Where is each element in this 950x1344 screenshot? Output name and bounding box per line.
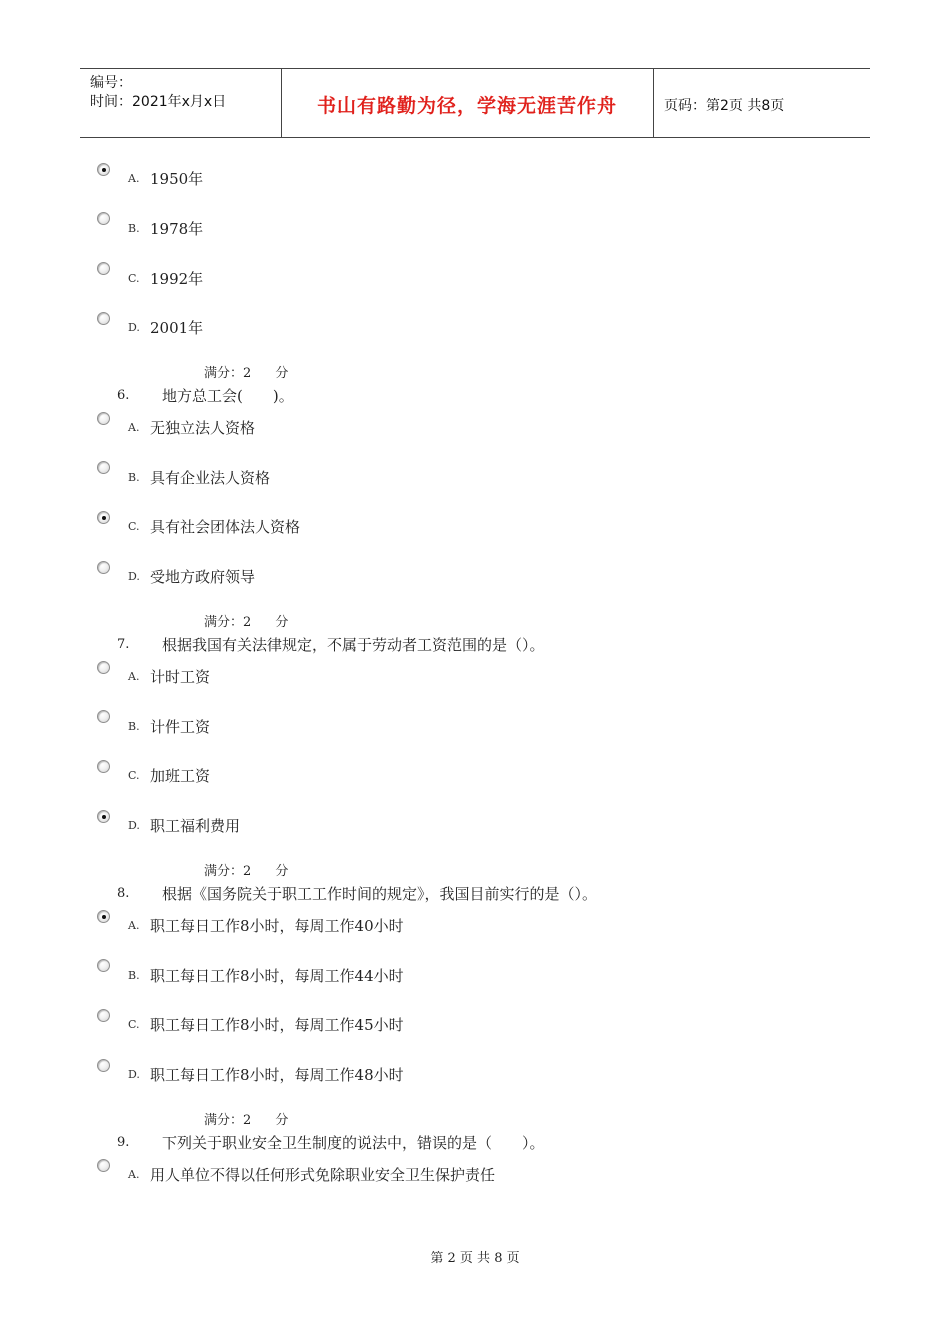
option-letter: B. bbox=[128, 471, 140, 484]
header-page-cell bbox=[654, 69, 870, 137]
question-number: 7. bbox=[117, 637, 130, 652]
radio-button[interactable] bbox=[97, 710, 110, 723]
score-line bbox=[204, 1109, 288, 1128]
option-text: 职工每日工作8小时，每周工作48小时 bbox=[150, 1066, 404, 1084]
option-letter: A. bbox=[128, 1168, 140, 1181]
option-letter: C. bbox=[128, 769, 140, 782]
radio-button[interactable] bbox=[97, 810, 110, 823]
radio-button[interactable] bbox=[97, 461, 110, 474]
header-motto-cell bbox=[281, 69, 654, 137]
score-unit: 分 bbox=[275, 864, 289, 879]
radio-button[interactable] bbox=[97, 959, 110, 972]
option-letter: D. bbox=[128, 1068, 140, 1081]
option-letter: D. bbox=[128, 819, 140, 832]
radio-button[interactable] bbox=[97, 561, 110, 574]
radio-button[interactable] bbox=[97, 1059, 110, 1072]
option-text: 计件工资 bbox=[150, 718, 211, 736]
option-letter: A. bbox=[128, 172, 140, 185]
question-number: 8. bbox=[117, 886, 130, 901]
header-page-number: 页码：第2页 共8页 bbox=[664, 98, 785, 114]
option-text: 2001年 bbox=[150, 319, 204, 337]
header-left-cell bbox=[80, 69, 282, 137]
code-label: 编号： bbox=[90, 75, 132, 91]
option-text: 具有社会团体法人资格 bbox=[150, 518, 301, 536]
score-label: 满分：2 bbox=[204, 1113, 252, 1128]
option-text: 计时工资 bbox=[150, 668, 211, 686]
option-text: 受地方政府领导 bbox=[150, 568, 256, 586]
option-letter: A. bbox=[128, 919, 140, 932]
header-motto: 书山有路勤为径，学海无涯苦作舟 bbox=[316, 95, 617, 117]
option-letter: B. bbox=[128, 222, 140, 235]
score-label: 满分：2 bbox=[204, 864, 252, 879]
score-line bbox=[204, 611, 288, 630]
option-letter: D. bbox=[128, 570, 140, 583]
score-label: 满分：2 bbox=[204, 366, 252, 381]
radio-button[interactable] bbox=[97, 262, 110, 275]
option-text: 具有企业法人资格 bbox=[150, 469, 271, 487]
option-letter: D. bbox=[128, 321, 140, 334]
option-text: 职工福利费用 bbox=[150, 817, 241, 835]
option-text: 职工每日工作8小时，每周工作40小时 bbox=[150, 917, 404, 935]
radio-button[interactable] bbox=[97, 212, 110, 225]
option-letter: A. bbox=[128, 670, 140, 683]
option-text: 无独立法人资格 bbox=[150, 419, 256, 437]
radio-button[interactable] bbox=[97, 1009, 110, 1022]
option-letter: A. bbox=[128, 421, 140, 434]
option-text: 用人单位不得以任何形式免除职业安全卫生保护责任 bbox=[150, 1166, 496, 1184]
option-text: 职工每日工作8小时，每周工作44小时 bbox=[150, 967, 404, 985]
radio-button[interactable] bbox=[97, 412, 110, 425]
question-text: 地方总工会( )。 bbox=[162, 387, 294, 405]
score-line bbox=[204, 860, 288, 879]
radio-button[interactable] bbox=[97, 760, 110, 773]
page-footer: 第 2 页 共 8 页 bbox=[430, 1251, 520, 1266]
score-unit: 分 bbox=[275, 366, 289, 381]
radio-button[interactable] bbox=[97, 1159, 110, 1172]
option-letter: C. bbox=[128, 272, 140, 285]
score-label: 满分：2 bbox=[204, 615, 252, 630]
option-letter: B. bbox=[128, 720, 140, 733]
question-text: 下列关于职业安全卫生制度的说法中，错误的是（ ）。 bbox=[162, 1134, 545, 1152]
radio-button[interactable] bbox=[97, 910, 110, 923]
score-unit: 分 bbox=[275, 1113, 289, 1128]
option-text: 职工每日工作8小时，每周工作45小时 bbox=[150, 1016, 404, 1034]
radio-button[interactable] bbox=[97, 312, 110, 325]
question-text: 根据《国务院关于职工工作时间的规定》，我国目前实行的是（）。 bbox=[162, 885, 598, 903]
question-number: 9. bbox=[117, 1135, 130, 1150]
option-letter: C. bbox=[128, 520, 140, 533]
radio-button[interactable] bbox=[97, 163, 110, 176]
question-text: 根据我国有关法律规定，不属于劳动者工资范围的是（）。 bbox=[162, 636, 545, 654]
option-text: 1950年 bbox=[150, 170, 204, 188]
radio-button[interactable] bbox=[97, 511, 110, 524]
option-text: 1978年 bbox=[150, 220, 204, 238]
document-header bbox=[80, 68, 870, 138]
option-text: 加班工资 bbox=[150, 767, 211, 785]
option-text: 1992年 bbox=[150, 270, 204, 288]
question-number: 6. bbox=[117, 388, 130, 403]
option-letter: C. bbox=[128, 1018, 140, 1031]
score-unit: 分 bbox=[275, 615, 289, 630]
radio-button[interactable] bbox=[97, 661, 110, 674]
option-letter: B. bbox=[128, 969, 140, 982]
time-label: 时间：2021年x月x日 bbox=[90, 94, 227, 110]
score-line bbox=[204, 362, 288, 381]
